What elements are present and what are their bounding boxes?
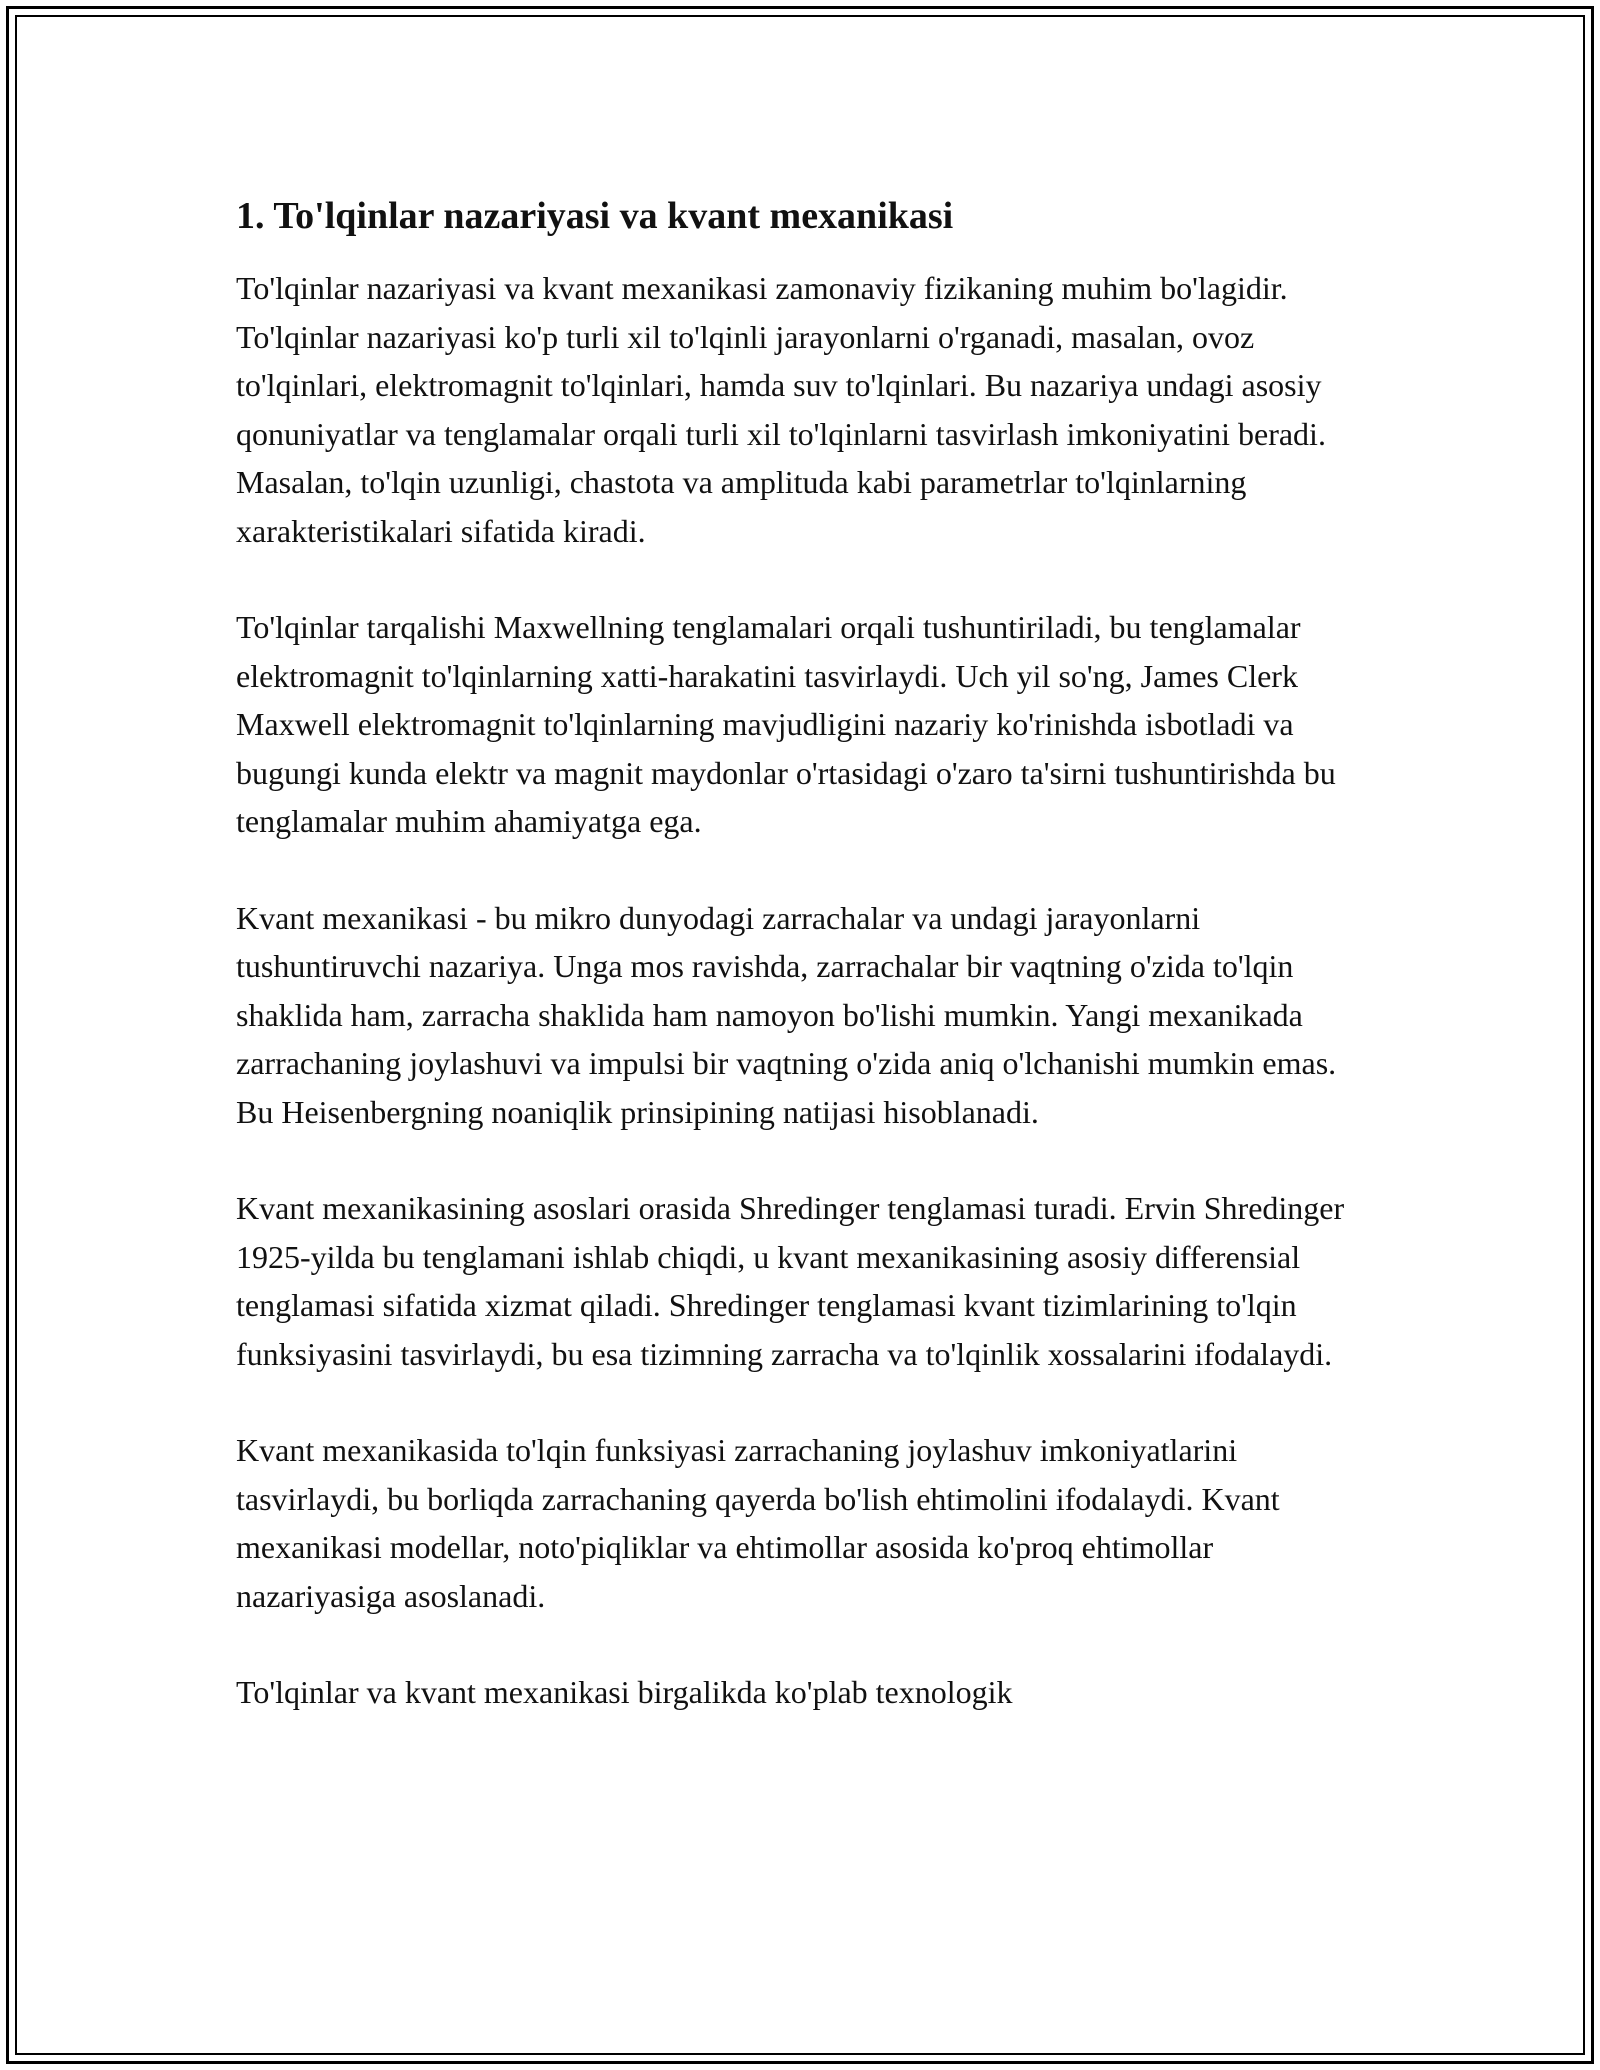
paragraph-5: Kvant mexanikasida to'lqin funksiyasi zarrachaning joylashuv imkoniyatlarini tasvirlaydi, bu borliqda zarrachaning qayerda bo'lish ehtimolini ifodalaydi. Kvant mexanikasi modellar, noto'piqliklar va ehtimollar asosida ko'proq ehtimollar nazariyasiga asoslanadi. bbox=[236, 1432, 1280, 1614]
paragraph-2: To'lqinlar tarqalishi Maxwellning tenglamalari orqali tushuntiriladi, bu tenglamalar elektromagnit to'lqinlarning xatti-harakatini tasvirlaydi. Uch yil so'ng, James Clerk Maxwell elektromagnit to'lqinlarning mavjudligini nazariy ko'rinishda isbotladi va bugungi kunda elektr va magnit maydonlar o'rtasidagi o'zaro ta'sirni tushuntirishda bu tenglamalar muhim ahamiyatga ega. bbox=[236, 609, 1336, 839]
paragraph-3: Kvant mexanikasi - bu mikro dunyodagi zarrachalar va undagi jarayonlarni tushuntiruvchi nazariya. Unga mos ravishda, zarrachalar bir vaqtning o'zida to'lqin shaklida ham, zarracha shaklida ham namoyon bo'lishi mumkin. Yangi mexanikada zarrachaning joylashuvi va impulsi bir vaqtning o'zida aniq o'lchanishi mumkin emas. Bu Heisenbergning noaniqlik prinsipining natijasi hisoblanadi. bbox=[236, 899, 1337, 1130]
paragraph-4: Kvant mexanikasining asoslari orasida Shredinger tenglamasi turadi. Ervin Shredinger 1925-yilda bu tenglamani ishlab chiqdi, u kvant mexanikasining asosiy differensial tenglamasi sifatida xizmat qiladi. Shredinger tenglamasi kvant tizimlarining to'lqin funksiyasini tasvirlaydi, bu esa tizimning zarracha va to'lqinlik xossalarini ifodalaydi. bbox=[236, 1190, 1345, 1372]
section-heading: 1. To'lqinlar nazariyasi va kvant mexanikasi bbox=[236, 195, 954, 237]
paragraph-1: To'lqinlar nazariyasi va kvant mexanikasi zamonaviy fizikaning muhim bo'lagidir. To'lqinlar nazariyasi ko'p turli xil to'lqinli jarayonlarni o'rganadi, masalan, ovoz to'lqinlari, elektromagnit to'lqinlari, hamda suv to'lqinlari. Bu nazariya undagi asosiy qonuniyatlar va tenglamalar orqali turli xil to'lqinlarni tasvirlash imkoniyatini beradi. Masalan, to'lqin uzunligi, chastota va amplituda kabi parametrlar to'lqinlarning xarakteristikalari sifatida kiradi. bbox=[236, 270, 1326, 549]
document-body bbox=[236, 190, 1376, 1765]
paragraph-6: To'lqinlar va kvant mexanikasi birgalikda ko'plab texnologik bbox=[236, 1674, 1013, 1710]
